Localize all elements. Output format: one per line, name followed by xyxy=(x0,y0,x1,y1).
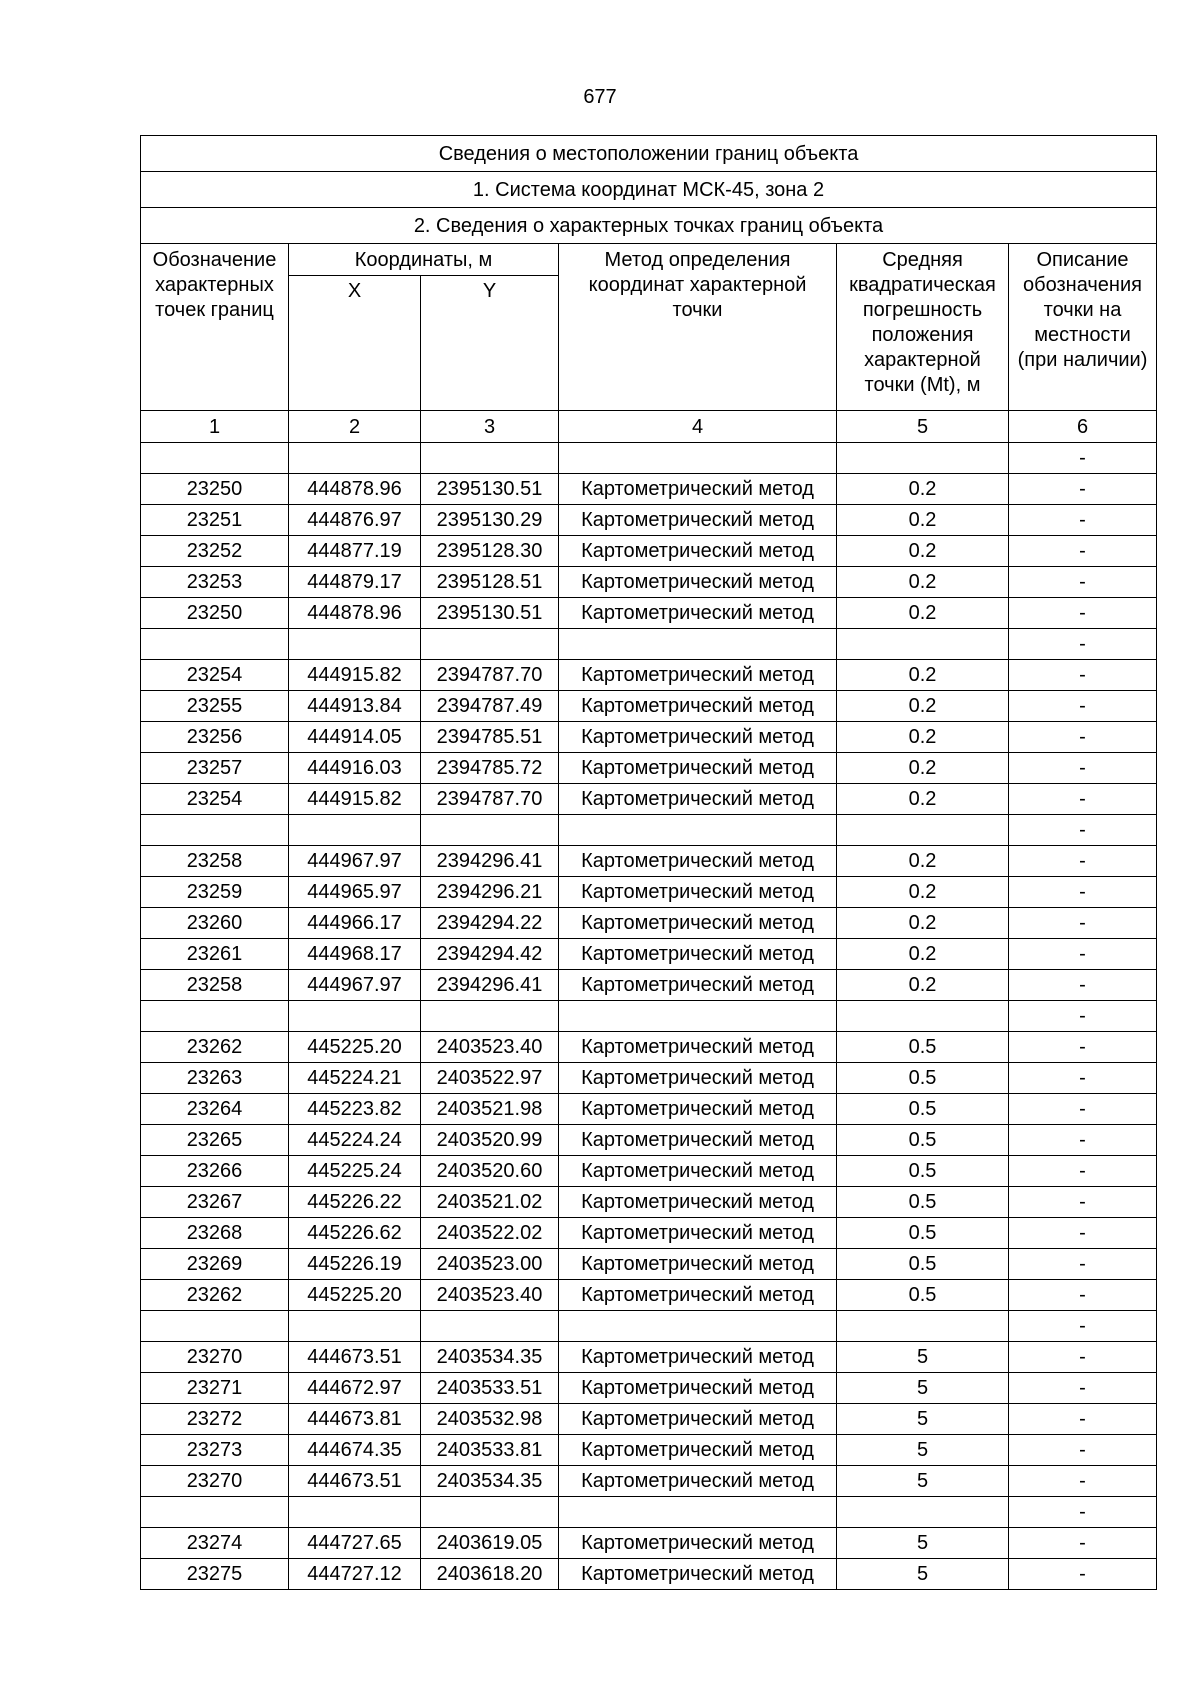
point-id-cell: 23253 xyxy=(141,567,289,598)
error-cell: 5 xyxy=(837,1559,1009,1590)
description-cell: - xyxy=(1009,1497,1157,1528)
table-row xyxy=(141,1466,1157,1497)
y-coordinate-cell: 2403533.51 xyxy=(421,1373,559,1404)
error-cell: 0.5 xyxy=(837,1218,1009,1249)
method-cell: Картометрический метод xyxy=(559,1404,837,1435)
x-coordinate-cell: 445225.24 xyxy=(289,1156,421,1187)
error-cell: 0.2 xyxy=(837,567,1009,598)
x-coordinate-cell: 444967.97 xyxy=(289,970,421,1001)
error-cell: 0.2 xyxy=(837,691,1009,722)
description-cell: - xyxy=(1009,1218,1157,1249)
x-coordinate-cell xyxy=(289,1497,421,1528)
error-cell: 0.2 xyxy=(837,908,1009,939)
error-cell: 0.2 xyxy=(837,877,1009,908)
description-cell: - xyxy=(1009,722,1157,753)
error-cell xyxy=(837,1311,1009,1342)
description-cell: - xyxy=(1009,1125,1157,1156)
method-cell: Картометрический метод xyxy=(559,598,837,629)
description-cell: - xyxy=(1009,877,1157,908)
method-cell: Картометрический метод xyxy=(559,1094,837,1125)
point-id-cell: 23254 xyxy=(141,784,289,815)
error-cell: 5 xyxy=(837,1435,1009,1466)
y-coordinate-cell xyxy=(421,1497,559,1528)
point-id-cell: 23250 xyxy=(141,474,289,505)
error-cell: 0.2 xyxy=(837,598,1009,629)
table-row xyxy=(141,939,1157,970)
header-error: Средняя квадратическая погрешность положения характерной точки (Mt), м xyxy=(837,244,1009,411)
point-id-cell: 23252 xyxy=(141,536,289,567)
x-coordinate-cell: 444673.81 xyxy=(289,1404,421,1435)
header-method: Метод определения координат характерной точки xyxy=(559,244,837,411)
point-id-cell: 23259 xyxy=(141,877,289,908)
point-id-cell: 23271 xyxy=(141,1373,289,1404)
description-cell: - xyxy=(1009,567,1157,598)
point-id-cell xyxy=(141,1497,289,1528)
y-coordinate-cell: 2394785.72 xyxy=(421,753,559,784)
point-id-cell: 23251 xyxy=(141,505,289,536)
table-row xyxy=(141,660,1157,691)
table-row xyxy=(141,474,1157,505)
x-coordinate-cell: 444877.19 xyxy=(289,536,421,567)
y-coordinate-cell: 2403521.02 xyxy=(421,1187,559,1218)
y-coordinate-cell: 2403534.35 xyxy=(421,1466,559,1497)
header-point-designation: Обозначение характерных точек границ xyxy=(141,244,289,411)
method-cell: Картометрический метод xyxy=(559,1218,837,1249)
description-cell: - xyxy=(1009,1001,1157,1032)
error-cell: 0.2 xyxy=(837,536,1009,567)
error-cell: 0.2 xyxy=(837,505,1009,536)
y-coordinate-cell: 2395128.30 xyxy=(421,536,559,567)
y-coordinate-cell xyxy=(421,1001,559,1032)
method-cell: Картометрический метод xyxy=(559,1063,837,1094)
error-cell: 0.2 xyxy=(837,784,1009,815)
y-coordinate-cell: 2403522.97 xyxy=(421,1063,559,1094)
point-id-cell: 23268 xyxy=(141,1218,289,1249)
description-cell: - xyxy=(1009,970,1157,1001)
error-cell xyxy=(837,443,1009,474)
y-coordinate-cell: 2394294.22 xyxy=(421,908,559,939)
error-cell: 0.2 xyxy=(837,753,1009,784)
table-row xyxy=(141,815,1157,846)
error-cell xyxy=(837,1497,1009,1528)
error-cell: 5 xyxy=(837,1528,1009,1559)
method-cell: Картометрический метод xyxy=(559,1373,837,1404)
point-id-cell xyxy=(141,443,289,474)
point-id-cell: 23273 xyxy=(141,1435,289,1466)
point-id-cell xyxy=(141,1311,289,1342)
header-y: Y xyxy=(421,276,559,411)
error-cell: 5 xyxy=(837,1404,1009,1435)
error-cell: 0.5 xyxy=(837,1280,1009,1311)
error-cell: 0.2 xyxy=(837,970,1009,1001)
column-number: 6 xyxy=(1009,411,1157,443)
table-row xyxy=(141,1497,1157,1528)
error-cell xyxy=(837,1001,1009,1032)
y-coordinate-cell xyxy=(421,815,559,846)
table-row xyxy=(141,1280,1157,1311)
description-cell: - xyxy=(1009,1156,1157,1187)
method-cell xyxy=(559,629,837,660)
header-description: Описание обозначения точки на местности (при наличии) xyxy=(1009,244,1157,411)
point-id-cell: 23270 xyxy=(141,1342,289,1373)
method-cell: Картометрический метод xyxy=(559,939,837,970)
table-row xyxy=(141,722,1157,753)
coordinate-system: 1. Система координат МСК-45, зона 2 xyxy=(141,172,1157,208)
point-id-cell: 23272 xyxy=(141,1404,289,1435)
point-id-cell: 23255 xyxy=(141,691,289,722)
error-cell xyxy=(837,629,1009,660)
description-cell: - xyxy=(1009,1032,1157,1063)
method-cell: Картометрический метод xyxy=(559,1559,837,1590)
x-coordinate-cell: 444966.17 xyxy=(289,908,421,939)
point-id-cell: 23274 xyxy=(141,1528,289,1559)
table-title: Сведения о местоположении границ объекта xyxy=(141,136,1157,172)
column-number: 4 xyxy=(559,411,837,443)
error-cell: 0.2 xyxy=(837,660,1009,691)
error-cell: 0.5 xyxy=(837,1094,1009,1125)
point-id-cell: 23261 xyxy=(141,939,289,970)
method-cell: Картометрический метод xyxy=(559,660,837,691)
table-row xyxy=(141,629,1157,660)
table-row xyxy=(141,1528,1157,1559)
description-cell: - xyxy=(1009,1094,1157,1125)
error-cell: 0.5 xyxy=(837,1187,1009,1218)
method-cell: Картометрический метод xyxy=(559,970,837,1001)
x-coordinate-cell: 445225.20 xyxy=(289,1280,421,1311)
y-coordinate-cell: 2394296.41 xyxy=(421,846,559,877)
point-id-cell: 23267 xyxy=(141,1187,289,1218)
point-id-cell xyxy=(141,629,289,660)
description-cell: - xyxy=(1009,1249,1157,1280)
description-cell: - xyxy=(1009,815,1157,846)
table-row xyxy=(141,1404,1157,1435)
x-coordinate-cell: 444673.51 xyxy=(289,1342,421,1373)
method-cell: Картометрический метод xyxy=(559,1435,837,1466)
x-coordinate-cell: 445224.21 xyxy=(289,1063,421,1094)
y-coordinate-cell: 2403618.20 xyxy=(421,1559,559,1590)
description-cell: - xyxy=(1009,691,1157,722)
table-row xyxy=(141,443,1157,474)
point-id-cell: 23262 xyxy=(141,1280,289,1311)
method-cell: Картометрический метод xyxy=(559,1280,837,1311)
error-cell: 5 xyxy=(837,1373,1009,1404)
error-cell: 0.5 xyxy=(837,1032,1009,1063)
table-row xyxy=(141,1373,1157,1404)
table-row xyxy=(141,691,1157,722)
point-id-cell: 23260 xyxy=(141,908,289,939)
method-cell xyxy=(559,443,837,474)
table-row xyxy=(141,1156,1157,1187)
x-coordinate-cell: 445223.82 xyxy=(289,1094,421,1125)
x-coordinate-cell: 444879.17 xyxy=(289,567,421,598)
x-coordinate-cell: 444673.51 xyxy=(289,1466,421,1497)
x-coordinate-cell: 445226.22 xyxy=(289,1187,421,1218)
y-coordinate-cell: 2403523.00 xyxy=(421,1249,559,1280)
x-coordinate-cell xyxy=(289,815,421,846)
x-coordinate-cell: 445226.62 xyxy=(289,1218,421,1249)
error-cell: 0.2 xyxy=(837,939,1009,970)
x-coordinate-cell: 444727.12 xyxy=(289,1559,421,1590)
point-id-cell: 23263 xyxy=(141,1063,289,1094)
method-cell: Картометрический метод xyxy=(559,505,837,536)
method-cell: Картометрический метод xyxy=(559,1528,837,1559)
header-x: X xyxy=(289,276,421,411)
error-cell: 0.5 xyxy=(837,1125,1009,1156)
y-coordinate-cell: 2395130.51 xyxy=(421,474,559,505)
description-cell: - xyxy=(1009,474,1157,505)
error-cell: 5 xyxy=(837,1342,1009,1373)
table-row xyxy=(141,908,1157,939)
table-row xyxy=(141,1094,1157,1125)
point-id-cell: 23264 xyxy=(141,1094,289,1125)
method-cell: Картометрический метод xyxy=(559,1466,837,1497)
description-cell: - xyxy=(1009,784,1157,815)
table-row xyxy=(141,1218,1157,1249)
y-coordinate-cell: 2394785.51 xyxy=(421,722,559,753)
description-cell: - xyxy=(1009,598,1157,629)
point-id-cell: 23269 xyxy=(141,1249,289,1280)
table-row xyxy=(141,1342,1157,1373)
error-cell: 0.2 xyxy=(837,474,1009,505)
y-coordinate-cell: 2403523.40 xyxy=(421,1280,559,1311)
description-cell: - xyxy=(1009,1063,1157,1094)
y-coordinate-cell: 2403522.02 xyxy=(421,1218,559,1249)
method-cell: Картометрический метод xyxy=(559,1187,837,1218)
error-cell: 0.5 xyxy=(837,1249,1009,1280)
error-cell: 0.5 xyxy=(837,1156,1009,1187)
description-cell: - xyxy=(1009,939,1157,970)
method-cell xyxy=(559,1001,837,1032)
method-cell: Картометрический метод xyxy=(559,474,837,505)
x-coordinate-cell: 444967.97 xyxy=(289,846,421,877)
table-row xyxy=(141,970,1157,1001)
x-coordinate-cell: 445225.20 xyxy=(289,1032,421,1063)
description-cell: - xyxy=(1009,443,1157,474)
description-cell: - xyxy=(1009,629,1157,660)
point-id-cell: 23250 xyxy=(141,598,289,629)
point-id-cell: 23270 xyxy=(141,1466,289,1497)
y-coordinate-cell xyxy=(421,1311,559,1342)
x-coordinate-cell xyxy=(289,443,421,474)
x-coordinate-cell: 444965.97 xyxy=(289,877,421,908)
x-coordinate-cell xyxy=(289,1001,421,1032)
error-cell: 0.2 xyxy=(837,846,1009,877)
y-coordinate-cell: 2394787.70 xyxy=(421,660,559,691)
y-coordinate-cell: 2403520.60 xyxy=(421,1156,559,1187)
description-cell: - xyxy=(1009,1466,1157,1497)
point-id-cell: 23262 xyxy=(141,1032,289,1063)
error-cell: 5 xyxy=(837,1466,1009,1497)
y-coordinate-cell: 2403534.35 xyxy=(421,1342,559,1373)
y-coordinate-cell: 2395128.51 xyxy=(421,567,559,598)
table-row xyxy=(141,1435,1157,1466)
method-cell: Картометрический метод xyxy=(559,908,837,939)
y-coordinate-cell xyxy=(421,443,559,474)
column-numbers-row xyxy=(141,411,1157,443)
y-coordinate-cell: 2394787.70 xyxy=(421,784,559,815)
y-coordinate-cell: 2403520.99 xyxy=(421,1125,559,1156)
description-cell: - xyxy=(1009,1342,1157,1373)
point-id-cell: 23257 xyxy=(141,753,289,784)
y-coordinate-cell: 2403619.05 xyxy=(421,1528,559,1559)
table-row xyxy=(141,1559,1157,1590)
method-cell xyxy=(559,1311,837,1342)
method-cell: Картометрический метод xyxy=(559,722,837,753)
method-cell: Картометрический метод xyxy=(559,1249,837,1280)
description-cell: - xyxy=(1009,660,1157,691)
x-coordinate-cell: 444876.97 xyxy=(289,505,421,536)
column-number: 3 xyxy=(421,411,559,443)
table-row xyxy=(141,846,1157,877)
y-coordinate-cell: 2394296.21 xyxy=(421,877,559,908)
x-coordinate-cell: 444913.84 xyxy=(289,691,421,722)
description-cell: - xyxy=(1009,1311,1157,1342)
description-cell: - xyxy=(1009,1187,1157,1218)
x-coordinate-cell: 444727.65 xyxy=(289,1528,421,1559)
description-cell: - xyxy=(1009,1559,1157,1590)
table-row xyxy=(141,1001,1157,1032)
x-coordinate-cell xyxy=(289,629,421,660)
description-cell: - xyxy=(1009,908,1157,939)
y-coordinate-cell: 2403533.81 xyxy=(421,1435,559,1466)
method-cell: Картометрический метод xyxy=(559,1032,837,1063)
section-title: 2. Сведения о характерных точках границ объекта xyxy=(141,208,1157,244)
y-coordinate-cell: 2394294.42 xyxy=(421,939,559,970)
y-coordinate-cell: 2403532.98 xyxy=(421,1404,559,1435)
point-id-cell xyxy=(141,1001,289,1032)
y-coordinate-cell: 2395130.51 xyxy=(421,598,559,629)
x-coordinate-cell xyxy=(289,1311,421,1342)
method-cell: Картометрический метод xyxy=(559,753,837,784)
table-row xyxy=(141,784,1157,815)
table-row xyxy=(141,1187,1157,1218)
table-row xyxy=(141,1125,1157,1156)
method-cell: Картометрический метод xyxy=(559,1342,837,1373)
x-coordinate-cell: 445224.24 xyxy=(289,1125,421,1156)
x-coordinate-cell: 444915.82 xyxy=(289,660,421,691)
point-id-cell: 23258 xyxy=(141,846,289,877)
x-coordinate-cell: 444878.96 xyxy=(289,474,421,505)
method-cell: Картометрический метод xyxy=(559,846,837,877)
method-cell: Картометрический метод xyxy=(559,877,837,908)
table-row xyxy=(141,505,1157,536)
y-coordinate-cell: 2394296.41 xyxy=(421,970,559,1001)
point-id-cell: 23265 xyxy=(141,1125,289,1156)
x-coordinate-cell: 444968.17 xyxy=(289,939,421,970)
header-coordinates: Координаты, м xyxy=(289,244,559,276)
y-coordinate-cell: 2395130.29 xyxy=(421,505,559,536)
column-number: 2 xyxy=(289,411,421,443)
point-id-cell xyxy=(141,815,289,846)
x-coordinate-cell: 444916.03 xyxy=(289,753,421,784)
x-coordinate-cell: 445226.19 xyxy=(289,1249,421,1280)
x-coordinate-cell: 444878.96 xyxy=(289,598,421,629)
description-cell: - xyxy=(1009,1280,1157,1311)
table-row xyxy=(141,567,1157,598)
x-coordinate-cell: 444672.97 xyxy=(289,1373,421,1404)
x-coordinate-cell: 444674.35 xyxy=(289,1435,421,1466)
description-cell: - xyxy=(1009,753,1157,784)
y-coordinate-cell: 2403521.98 xyxy=(421,1094,559,1125)
method-cell: Картометрический метод xyxy=(559,1125,837,1156)
description-cell: - xyxy=(1009,846,1157,877)
description-cell: - xyxy=(1009,1435,1157,1466)
description-cell: - xyxy=(1009,1528,1157,1559)
x-coordinate-cell: 444914.05 xyxy=(289,722,421,753)
error-cell: 0.5 xyxy=(837,1063,1009,1094)
y-coordinate-cell: 2394787.49 xyxy=(421,691,559,722)
table-row xyxy=(141,1032,1157,1063)
error-cell xyxy=(837,815,1009,846)
x-coordinate-cell: 444915.82 xyxy=(289,784,421,815)
method-cell xyxy=(559,815,837,846)
method-cell: Картометрический метод xyxy=(559,1156,837,1187)
point-id-cell: 23254 xyxy=(141,660,289,691)
table-row xyxy=(141,598,1157,629)
description-cell: - xyxy=(1009,1404,1157,1435)
description-cell: - xyxy=(1009,505,1157,536)
point-id-cell: 23258 xyxy=(141,970,289,1001)
description-cell: - xyxy=(1009,536,1157,567)
point-id-cell: 23266 xyxy=(141,1156,289,1187)
method-cell: Картометрический метод xyxy=(559,691,837,722)
method-cell: Картометрический метод xyxy=(559,784,837,815)
point-id-cell: 23256 xyxy=(141,722,289,753)
point-id-cell: 23275 xyxy=(141,1559,289,1590)
table-row xyxy=(141,753,1157,784)
column-number: 1 xyxy=(141,411,289,443)
table-row xyxy=(141,1249,1157,1280)
method-cell: Картометрический метод xyxy=(559,536,837,567)
method-cell xyxy=(559,1497,837,1528)
table-row xyxy=(141,536,1157,567)
column-number: 5 xyxy=(837,411,1009,443)
method-cell: Картометрический метод xyxy=(559,567,837,598)
table-row xyxy=(141,1063,1157,1094)
boundary-points-table xyxy=(140,135,1157,1590)
description-cell: - xyxy=(1009,1373,1157,1404)
y-coordinate-cell xyxy=(421,629,559,660)
table-row xyxy=(141,1311,1157,1342)
y-coordinate-cell: 2403523.40 xyxy=(421,1032,559,1063)
error-cell: 0.2 xyxy=(837,722,1009,753)
page-number: 677 xyxy=(583,86,617,108)
table-row xyxy=(141,877,1157,908)
